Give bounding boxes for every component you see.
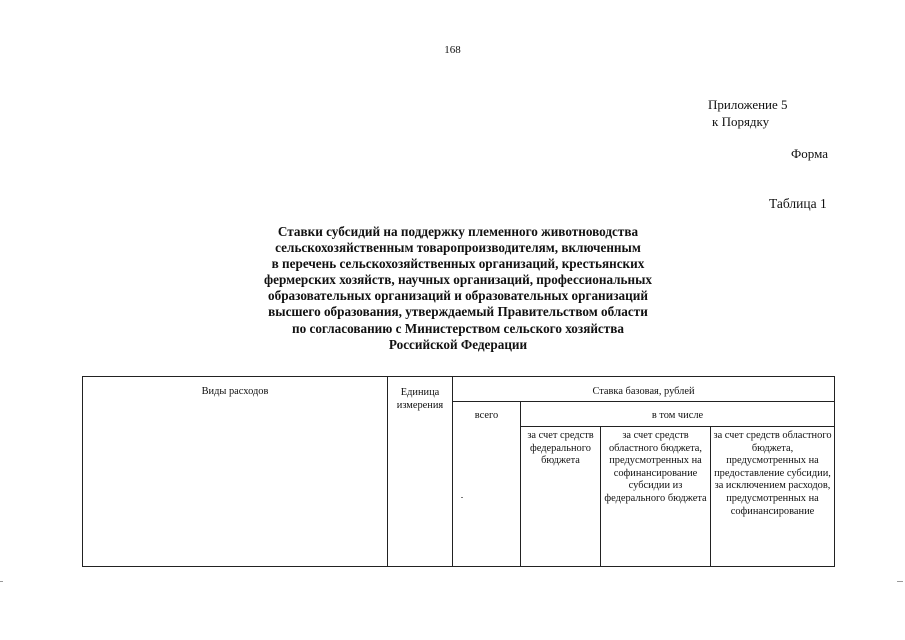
title-line: образовательных организаций и образовательных организаций [268,288,648,304]
title-line: Ставки субсидий на поддержку племенного животноводства [277,224,639,239]
title-line: Российской Федерации [388,336,528,352]
header-unit: Единица измерения [388,377,453,567]
header-regional-other: за счет средств областного бюджета, предусмотренных на предоставление субсидии, за исключением расходов, предусмотренных на софинансирование [711,427,835,567]
scan-dot [461,497,463,498]
appendix-label: Приложение 5 [708,97,788,112]
title-line: по согласованию с Министерством сельского хозяйства [292,320,624,336]
document-title [200,224,716,353]
scan-edge-mark [0,581,3,582]
header-federal-budget: за счет средств федерального бюджета [521,427,601,567]
title-line: высшего образования, утверждаемый Правительством области [268,304,648,320]
appendix-reference: к Порядку [712,114,770,129]
header-expense-types: Виды расходов [83,377,388,567]
subsidy-rates-table [82,376,835,567]
table-number-label: Таблица 1 [769,196,827,211]
page-number: 168 [444,44,461,56]
header-regional-cofinancing: за счет средств областного бюджета, предусмотренных на софинансирование субсидии из федерального бюджета [601,427,711,567]
title-line: сельскохозяйственным товаропроизводителям, включенным [275,240,641,256]
header-including: в том числе [521,402,835,427]
title-line: фермерских хозяйств, научных организаций, профессиональных [263,272,653,288]
form-label: Форма [791,146,828,161]
scan-edge-mark [897,581,903,582]
header-base-rate: Ставка базовая, рублей [453,377,835,402]
title-line: в перечень сельскохозяйственных организаций, крестьянских [271,256,645,272]
header-total: всего [453,402,521,567]
